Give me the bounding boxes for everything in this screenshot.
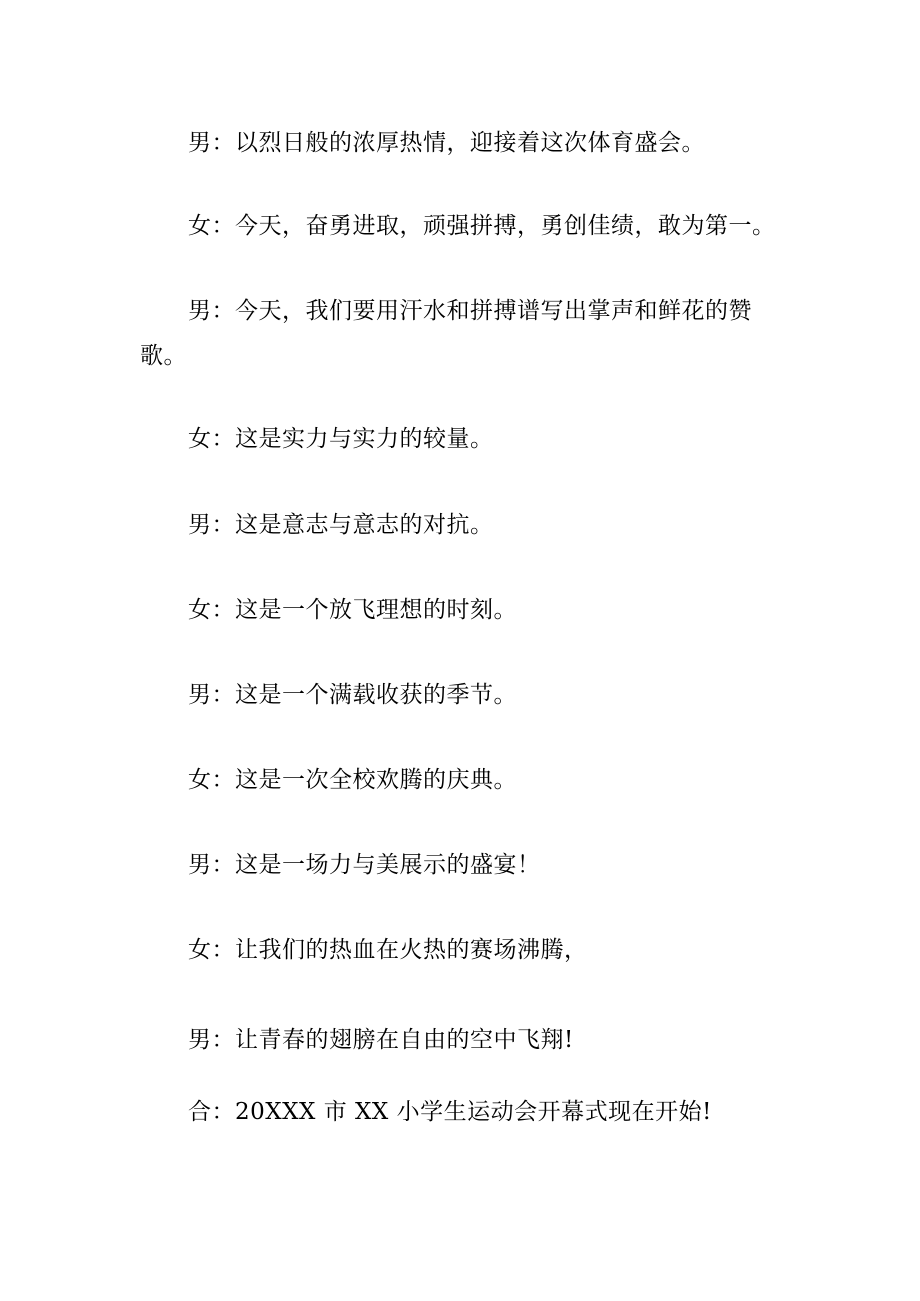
script-line: 男：这是意志与意志的对抗。 bbox=[188, 512, 494, 538]
script-line: 女：这是一个放飞理想的时刻。 bbox=[188, 597, 517, 623]
script-line: 男：让青春的翅膀在自由的空中飞翔! bbox=[188, 1027, 574, 1053]
script-line: 男：这是一个满载收获的季节。 bbox=[188, 682, 517, 708]
script-line: 男：以烈日般的浓厚热情，迎接着这次体育盛会。 bbox=[188, 130, 705, 156]
script-line-continuation: 歌。 bbox=[140, 343, 187, 369]
script-line: 女：今天，奋勇进取，顽强拼搏，勇创佳绩，敢为第一。 bbox=[188, 213, 776, 239]
script-line: 男：今天，我们要用汗水和拼搏谱写出掌声和鲜花的赞 bbox=[188, 298, 752, 324]
script-line: 女：让我们的热血在火热的赛场沸腾， bbox=[188, 937, 588, 963]
script-line: 男：这是一场力与美展示的盛宴！ bbox=[188, 852, 541, 878]
script-line: 女：这是一次全校欢腾的庆典。 bbox=[188, 767, 517, 793]
script-line: 合：20XXX 市 XX 小学生运动会开幕式现在开始! bbox=[188, 1099, 712, 1125]
script-line: 女：这是实力与实力的较量。 bbox=[188, 426, 494, 452]
